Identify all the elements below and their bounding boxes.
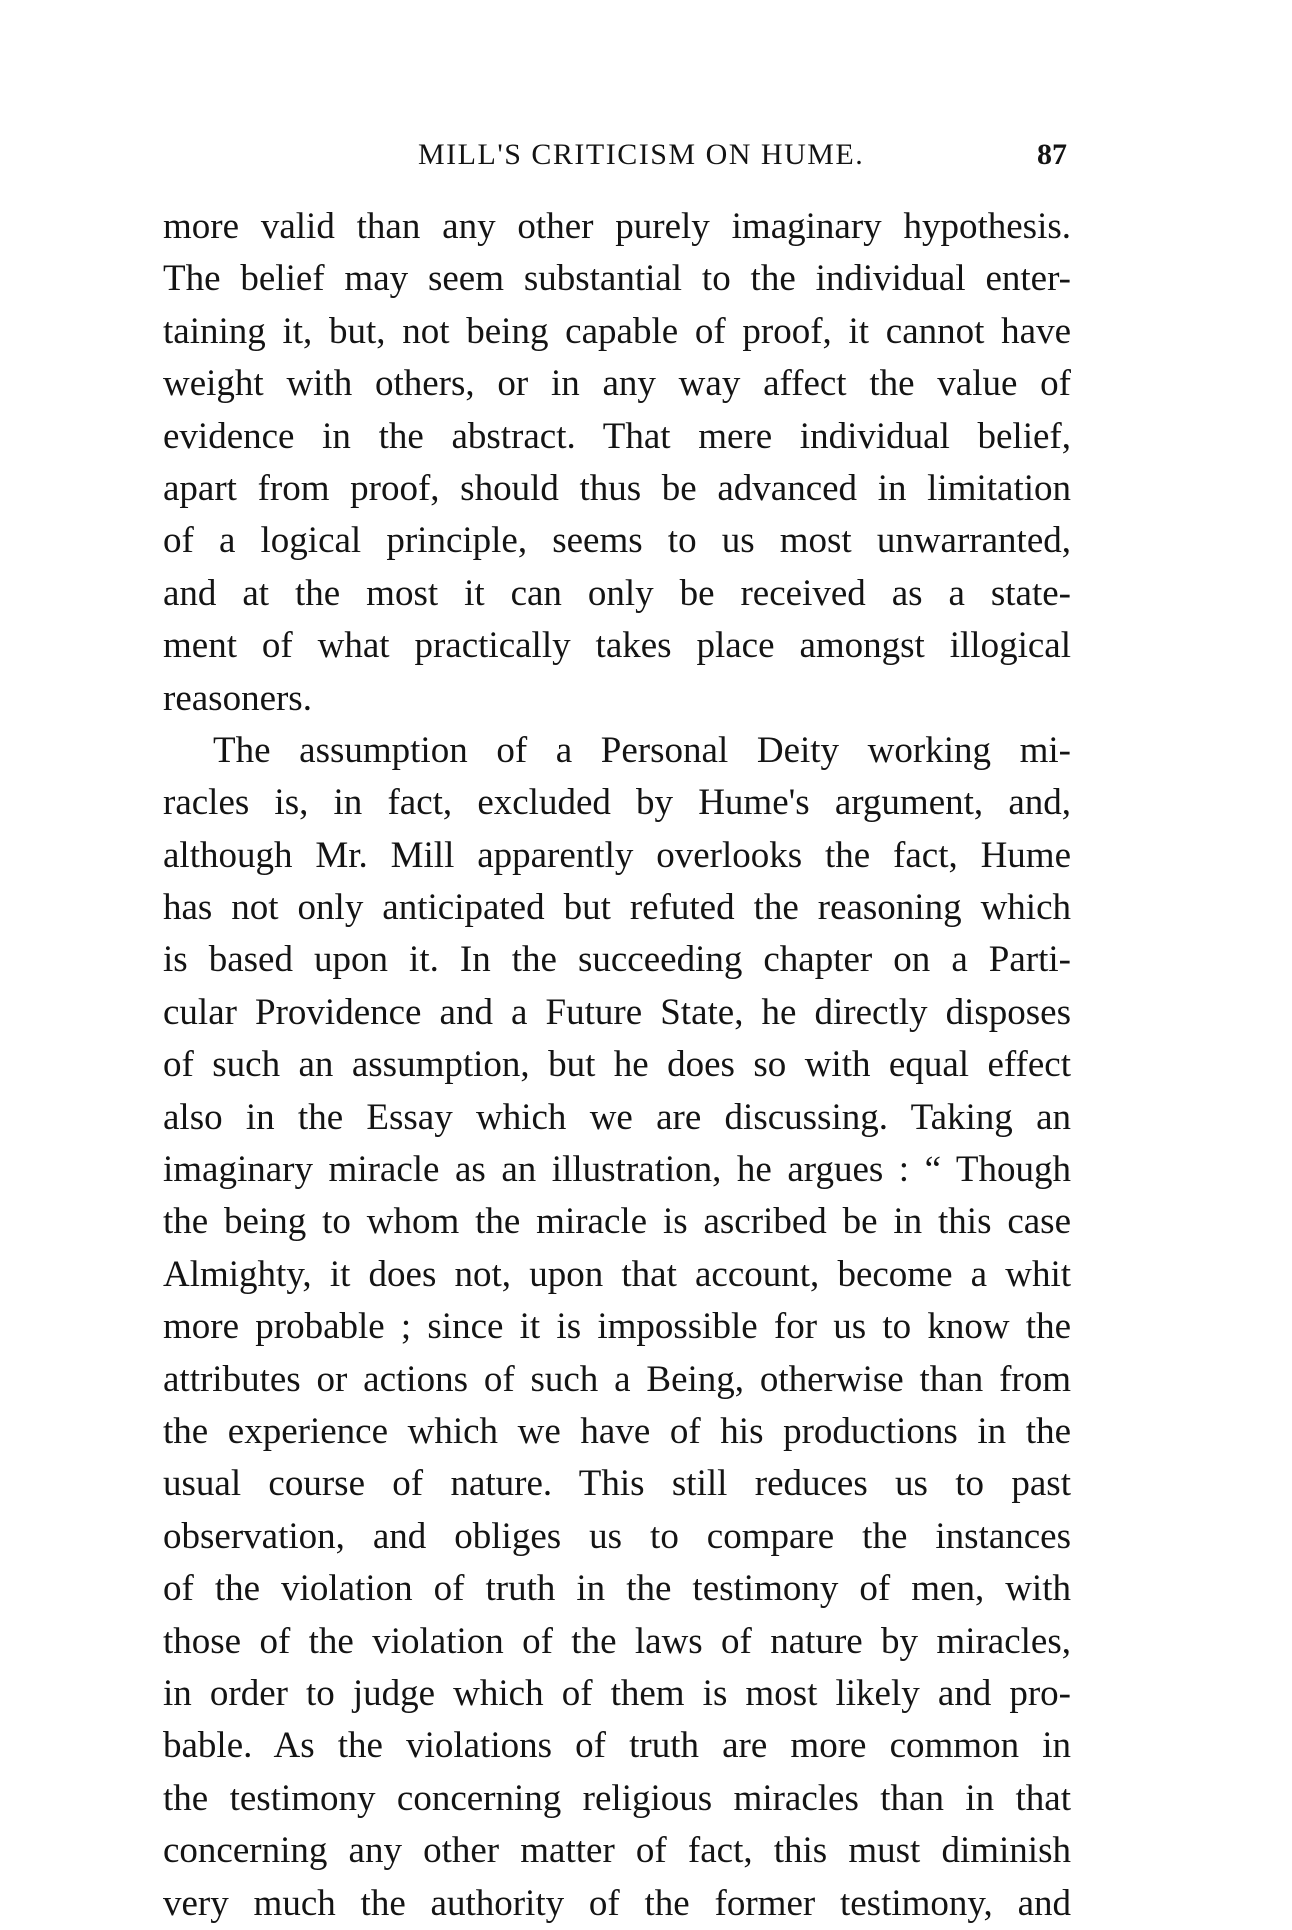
body-text <box>163 201 1071 1930</box>
text-line: apart from proof, should thus be advanced in limitation <box>163 467 1071 509</box>
text-line: usual course of nature. This still reduces us to past <box>163 1463 1071 1505</box>
text-line: very much the authority of the former testimony, and <box>163 1882 1071 1924</box>
text-line: bable. As the violations of truth are more common in <box>163 1725 1071 1767</box>
text-line: has not only anticipated but refuted the reasoning which <box>163 887 1071 929</box>
paragraph-end-line: reasoners. <box>163 677 312 719</box>
text-line: those of the violation of the laws of nature by miracles, <box>163 1620 1071 1662</box>
text-line: of such an assumption, but he does so with equal effect <box>163 1044 1071 1086</box>
text-line: of the violation of truth in the testimony of men, with <box>163 1568 1071 1610</box>
text-line: and at the most it can only be received as a state- <box>163 572 1071 614</box>
paragraph-start-line: The assumption of a Personal Deity working mi- <box>213 729 1071 771</box>
running-head <box>163 138 1071 178</box>
text-line: weight with others, or in any way affect the value of <box>163 363 1071 405</box>
text-line: Almighty, it does not, upon that account, become a whit <box>163 1253 1071 1295</box>
text-line: cular Providence and a Future State, he directly disposes <box>163 991 1071 1033</box>
text-line: the experience which we have of his productions in the <box>163 1410 1071 1452</box>
text-line: The belief may seem substantial to the individual enter- <box>163 258 1071 300</box>
text-line: taining it, but, not being capable of proof, it cannot have <box>163 310 1071 352</box>
text-line: more probable ; since it is impossible for us to know the <box>163 1306 1071 1348</box>
text-line: racles is, in fact, excluded by Hume's argument, and, <box>163 782 1071 824</box>
page-number: 87 <box>1037 138 1067 171</box>
text-line: the being to whom the miracle is ascribed be in this case <box>163 1201 1071 1243</box>
text-line: is based upon it. In the succeeding chapter on a Parti- <box>163 939 1071 981</box>
text-line: the testimony concerning religious miracles than in that <box>163 1777 1071 1819</box>
text-line: ment of what practically takes place amongst illogical <box>163 625 1071 667</box>
text-line: more valid than any other purely imaginary hypothesis. <box>163 206 1071 247</box>
text-line: although Mr. Mill apparently overlooks the fact, Hume <box>163 834 1071 876</box>
text-line: in order to judge which of them is most likely and pro- <box>163 1672 1071 1714</box>
text-line: observation, and obliges us to compare the instances <box>163 1515 1071 1557</box>
text-line: concerning any other matter of fact, this must diminish <box>163 1830 1071 1872</box>
text-line: evidence in the abstract. That mere individual belief, <box>163 415 1071 457</box>
running-title: MILL'S CRITICISM ON HUME. <box>418 138 865 171</box>
text-line: of a logical principle, seems to us most unwarranted, <box>163 520 1071 562</box>
text-line: imaginary miracle as an illustration, he argues : “ Though <box>163 1149 1071 1191</box>
text-line: also in the Essay which we are discussing. Taking an <box>163 1096 1071 1138</box>
text-line: attributes or actions of such a Being, otherwise than from <box>163 1358 1071 1400</box>
